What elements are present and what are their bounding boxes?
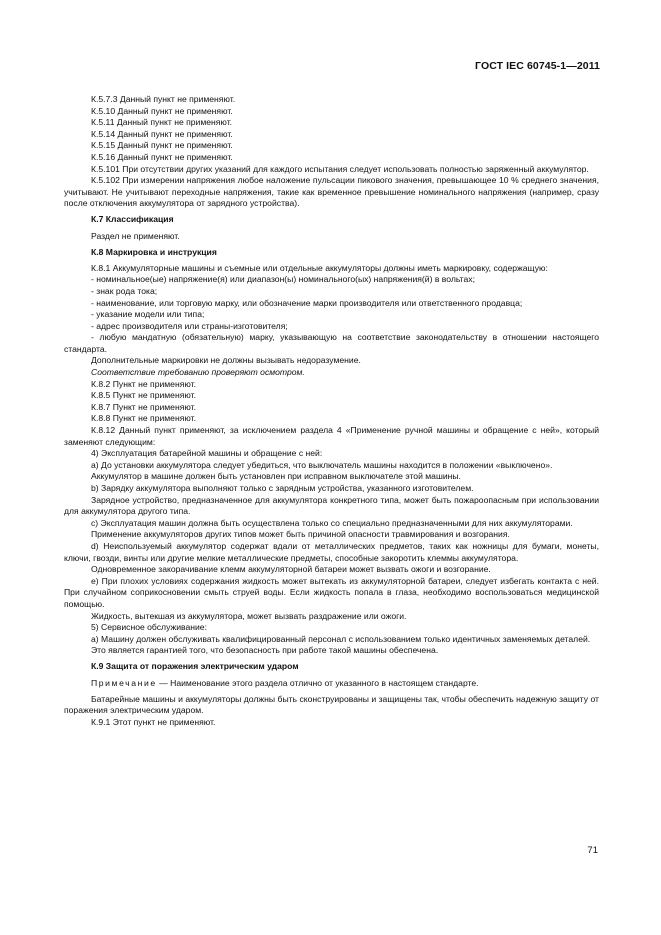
clause-k5715: К.5.15 Данный пункт не применяют. bbox=[91, 140, 233, 151]
subclause-4e-note: Жидкость, вытекшая из аккумулятора, может вызвать раздражение или ожоги. bbox=[91, 610, 407, 621]
list-item: - любую мандатную (обязательную) марку, указывающую на соответствие законодательству в отношении настоящего стандарта. bbox=[64, 332, 599, 354]
clause-k87: К.8.7 Пункт не применяют. bbox=[91, 401, 196, 412]
clause-k91: К.9.1 Этот пункт не применяют. bbox=[91, 716, 216, 727]
section-k8-title: К.8 Маркировка и инструкция bbox=[91, 246, 217, 257]
clause-k85: К.8.5 Пункт не применяют. bbox=[91, 390, 196, 401]
subclause-4d-note: Одновременное закорачивание клемм аккумуляторной батареи может вызвать ожоги и возгорание. bbox=[91, 564, 491, 575]
subclause-4: 4) Эксплуатация батарейной машины и обращение с ней: bbox=[91, 448, 323, 459]
subclause-4b: b) Зарядку аккумулятора выполняют только с зарядным устройства, указанного изготовителем. bbox=[91, 483, 474, 493]
clause-k88: К.8.8 Пункт не применяют. bbox=[91, 413, 196, 424]
clause-k81-check: Соответствие требованию проверяют осмотром. bbox=[91, 367, 305, 378]
standard-header: ГОСТ IEC 60745-1—2011 bbox=[475, 60, 600, 72]
subclause-5: 5) Сервисное обслуживание: bbox=[91, 622, 207, 633]
clause-k812: К.8.12 Данный пункт применяют, за исключением раздела 4 «Применение ручной машины и обращение с ней», который заменяют следующим: bbox=[64, 425, 599, 447]
clause-k5716: К.5.16 Данный пункт не применяют. bbox=[91, 151, 233, 162]
subclause-4e: е) При плохих условиях содержания жидкость может вытекать из аккумуляторной батареи, следует избегать контакта с ней. При случайном соприкосновении смыть струей воды. Если жидкость попала в глаза, необходимо воспользоваться медицинской помощью. bbox=[64, 575, 599, 609]
clause-k81: К.8.1 Аккумуляторные машины и съемные или отдельные аккумуляторы должны иметь маркировку, содержащую: bbox=[91, 262, 548, 273]
list-item: - наименование, или торговую марку, или обозначение марки производителя или ответственного продавца; bbox=[91, 297, 523, 308]
subclause-5a-note: Это является гарантией того, что безопасность при работе такой машины обеспечена. bbox=[91, 645, 439, 656]
clause-k5710: К.5.10 Данный пункт не применяют. bbox=[91, 105, 233, 116]
clause-k5714: К.5.14 Данный пункт не применяют. bbox=[91, 128, 233, 139]
page-body bbox=[64, 94, 599, 728]
clause-k82: К.8.2 Пункт не применяют. bbox=[91, 378, 196, 389]
subclause-4a: а) До установки аккумулятора следует убедиться, что выключатель машины находится в положении «выключено». bbox=[91, 459, 553, 470]
section-k7-title: К.7 Классификация bbox=[91, 214, 174, 225]
clause-k573: К.5.7.3 Данный пункт не применяют. bbox=[91, 94, 236, 104]
list-item: - номинальное(ые) напряжение(я) или диапазон(ы) номинального(ых) напряжения(й) в вольтах; bbox=[91, 274, 475, 285]
clause-k5711: К.5.11 Данный пункт не применяют. bbox=[91, 117, 233, 128]
subclause-4c-note: Применение аккумуляторов других типов может быть причиной опасности травмирования и возгорания. bbox=[91, 529, 510, 540]
section-k9-note bbox=[64, 678, 599, 690]
section-k9-title: К.9 Защита от поражения электрическим ударом bbox=[91, 661, 299, 672]
section-k9-text: Батарейные машины и аккумуляторы должны быть сконструированы и защищены так, чтобы обеспечить надежную защиту от поражения электрическим ударом. bbox=[64, 693, 599, 716]
clause-k81-additional: Дополнительные маркировки не должны вызывать недоразумение. bbox=[91, 355, 361, 366]
note-text: — Наименование этого раздела отлично от указанного в настоящем стандарте. bbox=[156, 677, 479, 688]
clause-k5101: К.5.101 При отсутствии других указаний для каждого испытания следует использовать полностью заряженный аккумулятор. bbox=[91, 163, 589, 174]
clause-k5102: К.5.102 При измерении напряжения любое наложение пульсации пикового значения, превышающее 10 % среднего значения, учитывают. Не учитывают переходные напряжения, такие как временное превышение номинального напряжения (например, сразу после отключения аккумулятора от зарядного устройства). bbox=[64, 175, 599, 209]
subclause-5a: а) Машину должен обслуживать квалифицированный персонал с использованием только идентичных заменяемых деталей. bbox=[91, 633, 591, 644]
subclause-4c: с) Эксплуатация машин должна быть осуществлена только со специально предназначенными для них аккумуляторами. bbox=[91, 517, 573, 528]
subclause-4b-note: Зарядное устройство, предназначенное для аккумулятора конкретного типа, может быть пожароопасным при использовании для аккумулятора другого типа. bbox=[64, 494, 599, 517]
note-label: Примечание bbox=[91, 677, 157, 688]
page-number: 71 bbox=[587, 845, 598, 856]
list-item: - указание модели или типа; bbox=[91, 309, 205, 320]
section-k7-text: Раздел не применяют. bbox=[91, 230, 180, 241]
list-item: - знак рода тока; bbox=[91, 285, 158, 296]
list-item: - адрес производителя или страны-изготовителя; bbox=[91, 320, 288, 331]
subclause-4d: d) Неиспользуемый аккумулятор содержат вдали от металлических предметов, таких как ножницы для бумаги, монеты, ключи, гвозди, винты или другие мелкие металлические предметы, способные закоротить клеммы аккумулятора. bbox=[64, 540, 599, 563]
subclause-4a-note: Аккумулятор в машине должен быть установлен при исправном выключателе этой машины. bbox=[91, 471, 461, 482]
